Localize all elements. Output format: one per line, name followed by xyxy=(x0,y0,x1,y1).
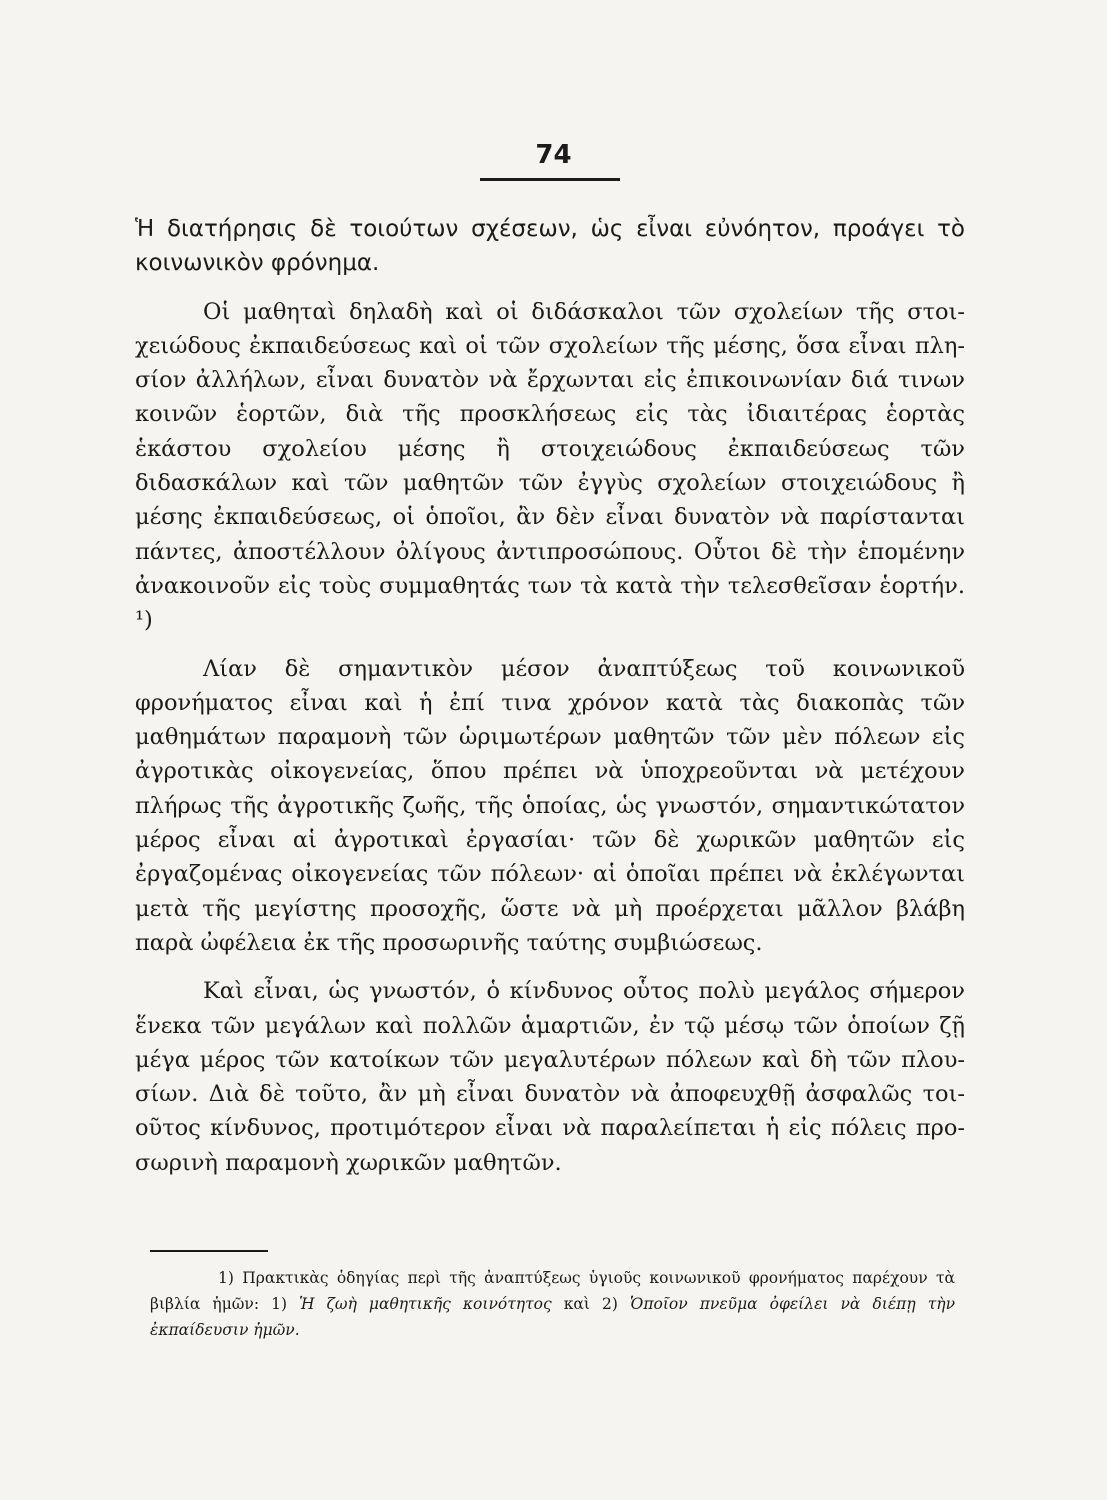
footnote-title-1: Ἡ ζωὴ μαθητικῆς κοινότητος xyxy=(299,1295,552,1313)
footnote-rule xyxy=(150,1250,268,1252)
footnote-mid: καὶ 2) xyxy=(563,1295,618,1313)
paragraph-social-spirit: Λίαν δὲ σημαντικὸν μέσον ἀναπτύξεως τοῦ κοινωνικοῦ φρονήματος εἶναι καὶ ἡ ἐπί τινα χρόνον κατὰ τὰς διακοπὰς τῶν μαθημάτων παραμονὴ τῶν ὡριμωτέρων μαθητῶν τῶν μὲν πόλεων εἰς ἀγροτικὰς οἰκογενείας, ὅπου πρέπει νὰ ὑποχρεοῦνται νὰ μετέχουν πλήρως τῆς ἀγροτικῆς ζωῆς, τῆς ὁποίας, ὡς γνωστόν, σημαντικώτατον μέρος εἶναι αἱ ἀγροτικαὶ ἐργασίαι· τῶν δὲ χωρικῶν μαθητῶν εἰς ἐργαζομένας οἰκογενείας τῶν πόλεων· αἱ ὁποῖαι πρέπει νὰ ἐκλέγωνται μετὰ τῆς μεγίστης προσοχῆς, ὥστε νὰ μὴ προέρχεται μᾶλλον βλάβη παρὰ ὠφέλεια ἐκ τῆς προσωρινῆς ταύτης συμβιώσεως. xyxy=(135,655,965,956)
footnote xyxy=(150,1265,955,1343)
footnote-title-2: Ὁποῖον πνεῦμα ὀφείλει νὰ διέπῃ τὴν ἐκπαίδευσιν ἡμῶν. xyxy=(150,1295,955,1339)
footnote-lead: 1) Πρακτικὰς ὁδηγίας περὶ τῆς ἀναπτύξεως ὑγιοῦς κοινωνικοῦ φρονήματος παρέχουν τὰ βιβλία ἡμῶν: 1) xyxy=(150,1269,955,1313)
paragraph-intro: Ἡ διατήρησις δὲ τοιούτων σχέσεων, ὡς εἶναι εὐνόητον, προάγει τὸ κοινωνικὸν φρόνημα. xyxy=(135,216,965,277)
page-number: 74 xyxy=(535,140,572,170)
paragraph-danger: Καὶ εἶναι, ὡς γνωστόν, ὁ κίνδυνος οὗτος πολὺ μεγάλος σήμερον ἕνεκα τῶν μεγάλων καὶ πολλῶν ἁμαρτιῶν, ἐν τῷ μέσῳ τῶν ὁποίων ζῇ μέγα μέρος τῶν κατοίκων τῶν μεγαλυτέρων πόλεων καὶ δὴ τῶν πλουσίων. Διὰ δὲ τοῦτο, ἂν μὴ εἶναι δυνατὸν νὰ ἀποφευχθῇ ἀσφαλῶς τοιοῦτος κίνδυνος, προτιμότερον εἶναι νὰ παραλείπεται ἡ εἰς πόλεις προσωρινὴ παραμονὴ χωρικῶν μαθητῶν. xyxy=(135,978,965,1176)
body-text xyxy=(135,212,965,1194)
paragraph-students-teachers: Οἱ μαθηταὶ δηλαδὴ καὶ οἱ διδάσκαλοι τῶν σχολείων τῆς στοιχειώδους ἐκπαιδεύσεως καὶ οἱ τῶν σχολείων τῆς μέσης, ὅσα εἶναι πλησίον ἀλλήλων, εἶναι δυνατὸν νὰ ἔρχωνται εἰς ἐπικοινωνίαν διά τινων κοινῶν ἑορτῶν, διὰ τῆς προσκλήσεως εἰς τὰς ἰδιαιτέρας ἑορτὰς ἑκάστου σχολείου μέσης ἢ στοιχειώδους ἐκπαιδεύσεως τῶν διδασκάλων καὶ τῶν μαθητῶν τῶν ἐγγὺς σχολείων στοιχειώδους ἢ μέσης ἐκπαιδεύσεως, οἱ ὁποῖοι, ἂν δὲν εἶναι δυνατὸν νὰ παρίστανται πάντες, ἀποστέλλουν ὀλίγους ἀντιπροσώπους. Οὗτοι δὲ τὴν ἑπομένην ἀνακοινοῦν εἰς τοὺς συμμαθητάς των τὰ κατὰ τὴν τελεσθεῖσαν ἑορτήν. ¹) xyxy=(135,298,965,634)
page-number-rule xyxy=(480,178,620,181)
